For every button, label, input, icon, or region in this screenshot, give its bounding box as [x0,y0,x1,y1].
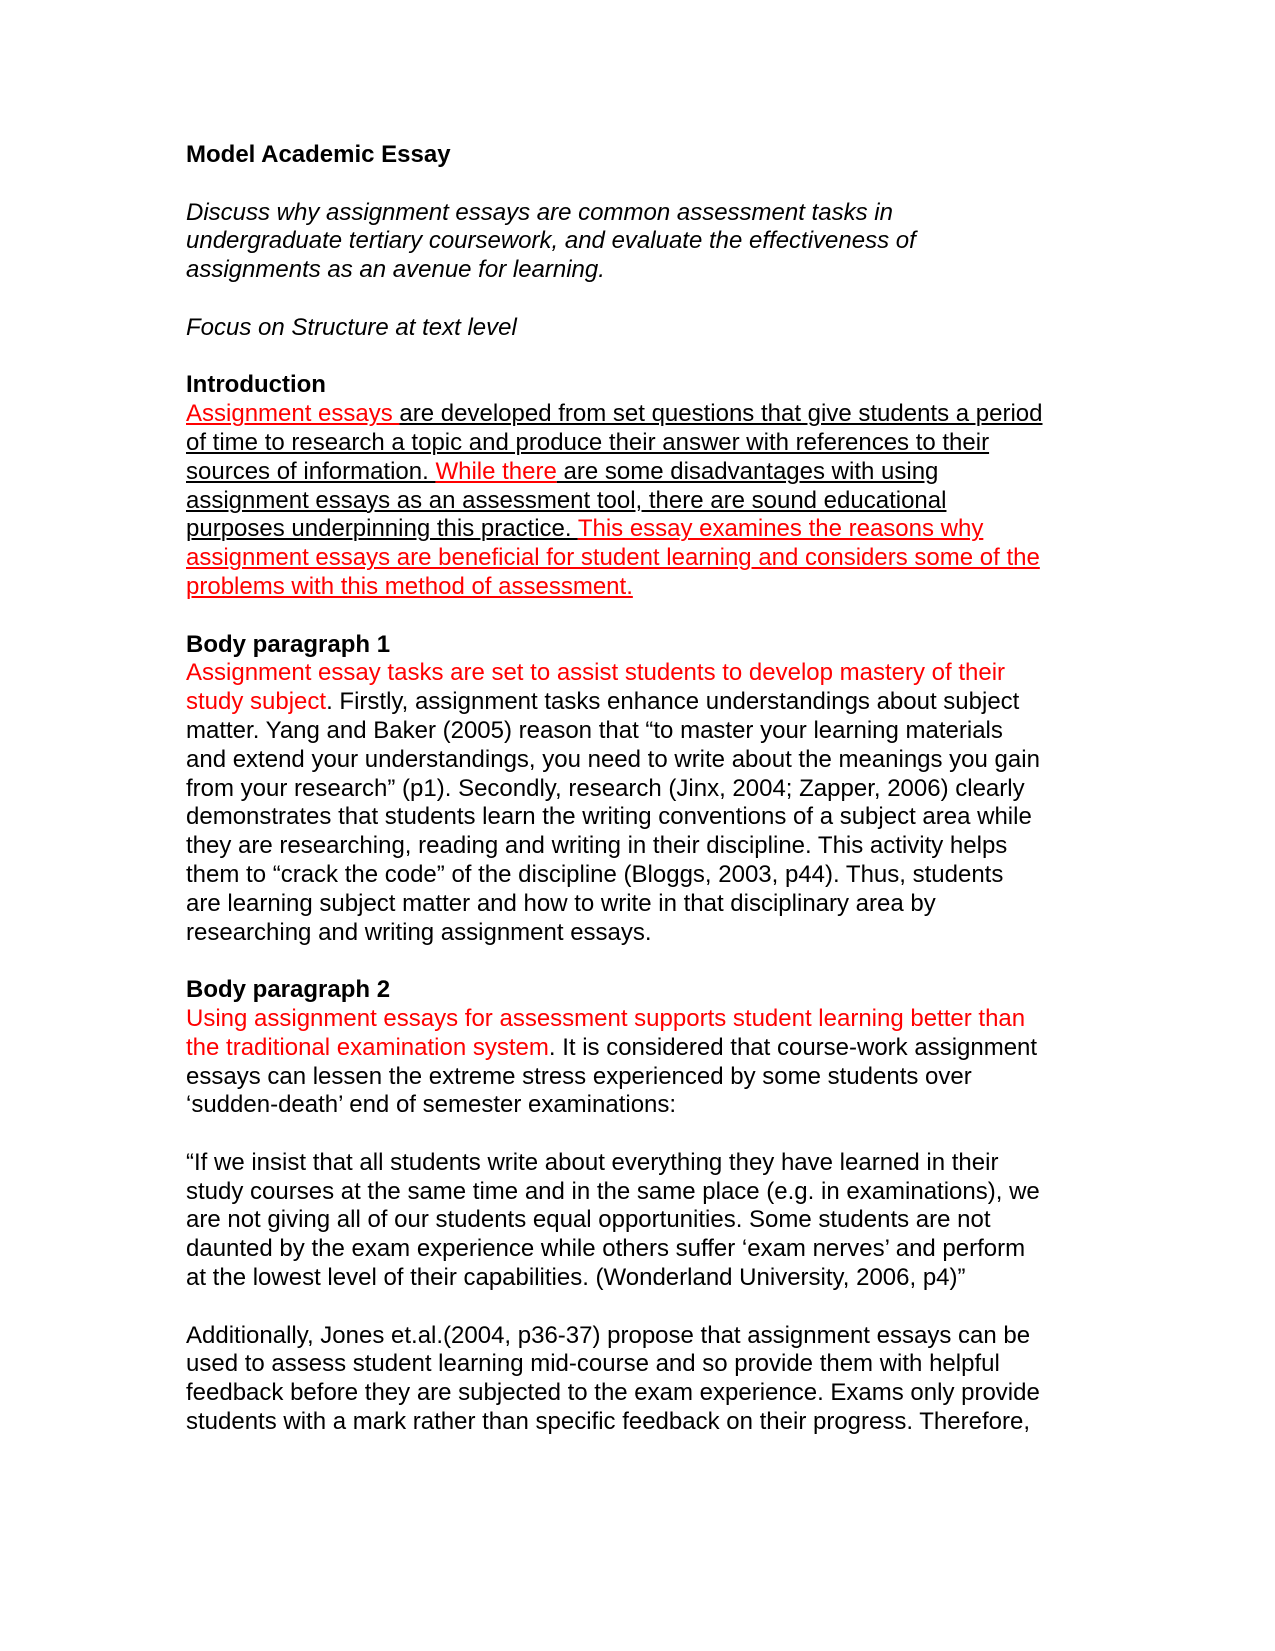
paragraph-line [186,544,1086,573]
paragraph-line [186,861,1086,890]
paragraph-line [186,919,1086,948]
paragraph-line [186,775,1086,804]
text-run: are some disadvantages with using [556,457,939,485]
quote-line: daunted by the exam experience while others suffer ‘exam nerves’ and perform [186,1235,1026,1263]
spacer [186,1120,1086,1149]
text-run: assignment essays as an assessment tool, there are sound educational [186,486,947,514]
paragraph-line: Additionally, Jones et.al.(2004, p36-37) propose that assignment essays can be [186,1321,1031,1349]
paragraph-line [186,515,1086,544]
quote-line: at the lowest level of their capabilities. (Wonderland University, 2006, p4)” [186,1264,966,1292]
paragraph-line [186,573,1086,602]
text-run: them to “crack the code” of the discipline (Bloggs, 2003, p44). Thus, students [186,860,1004,888]
paragraph-line [186,659,1086,688]
spacer [186,343,1086,372]
paragraph-line: students with a mark rather than specific feedback on their progress. Therefore, [186,1408,1030,1436]
paragraph-line [186,832,1086,861]
closing-paragraph [186,1322,1086,1437]
question-line: undergraduate tertiary coursework, and evaluate the effectiveness of [186,227,916,255]
spacer [186,285,1086,314]
text-run: demonstrates that students learn the writing conventions of a subject area while [186,803,1032,831]
body-paragraph-1 [186,659,1086,947]
spacer [186,602,1086,631]
highlighted-text: Assignment essay tasks are set to assist students to develop mastery of their [186,659,1006,687]
paragraph-line [186,1034,1086,1063]
introduction-heading: Introduction [186,371,326,399]
spacer [186,1293,1086,1322]
paragraph-line [186,1005,1086,1034]
paragraph-line [186,803,1086,832]
paragraph-line [186,429,1086,458]
essay-title: Model Academic Essay [186,141,451,168]
text-run: purposes underpinning this practice. [186,515,578,543]
paragraph-line [186,717,1086,746]
introduction-paragraph [186,400,1086,602]
text-run: of time to research a topic and produce their answer with references to their [186,428,990,456]
text-run: they are researching, reading and writing in their discipline. This activity helps [186,832,1008,860]
text-run: are learning subject matter and how to write in that disciplinary area by [186,889,936,917]
text-run: sources of information. [186,457,436,485]
quote-line: are not giving all of our students equal opportunities. Some students are not [186,1206,991,1234]
essay-content [186,141,1086,1437]
text-run: are developed from set questions that give students a period [399,400,1043,428]
focus-note: Focus on Structure at text level [186,313,517,341]
paragraph-line [186,890,1086,919]
text-run: matter. Yang and Baker (2005) reason that “to master your learning materials [186,716,1003,744]
highlighted-text: While there [435,457,557,485]
body-paragraph-2 [186,1005,1086,1120]
body-paragraph-1-heading: Body paragraph 1 [186,630,391,658]
text-run: essays can lessen the extreme stress experienced by some students over [186,1062,972,1090]
highlighted-text: assignment essays are beneficial for student learning and considers some of the [186,544,1040,572]
paragraph-line [186,746,1086,775]
paragraph-line: feedback before they are subjected to the exam experience. Exams only provide [186,1379,1040,1407]
text-run: and extend your understandings, you need to write about the meanings you gain [186,745,1040,773]
quote-line: “If we insist that all students write about everything they have learned in their [186,1148,999,1176]
paragraph-line [186,1063,1086,1092]
quote-line: study courses at the same time and in the same place (e.g. in examinations), we [186,1177,1040,1205]
highlighted-text: study subject [186,688,327,716]
body-paragraph-2-heading: Body paragraph 2 [186,976,391,1004]
highlighted-text: Assignment essays [186,400,400,428]
paragraph-line [186,487,1086,516]
paragraph-line: used to assess student learning mid-course and so provide them with helpful [186,1350,1000,1378]
text-run: . Firstly, assignment tasks enhance understandings about subject [326,688,1020,716]
paragraph-line [186,400,1086,429]
paragraph-line [186,1091,1086,1120]
paragraph-line [186,458,1086,487]
block-quote [186,1149,1086,1293]
spacer [186,170,1086,199]
paragraph-line [186,688,1086,717]
question-line: assignments as an avenue for learning. [186,256,605,284]
highlighted-text: problems with this method of assessment. [186,572,633,600]
highlighted-text: Using assignment essays for assessment supports student learning better than [186,1004,1026,1032]
spacer [186,947,1086,976]
text-run: . It is considered that course-work assignment [548,1033,1038,1061]
highlighted-text: This essay examines the reasons why [577,515,984,543]
text-run: ‘sudden-death’ end of semester examinations: [186,1091,677,1119]
text-run: from your research” (p1). Secondly, research (Jinx, 2004; Zapper, 2006) clearly [186,774,1025,802]
highlighted-text: the traditional examination system [186,1033,549,1061]
question-line: Discuss why assignment essays are common assessment tasks in [186,198,893,226]
text-run: researching and writing assignment essays. [186,918,652,946]
